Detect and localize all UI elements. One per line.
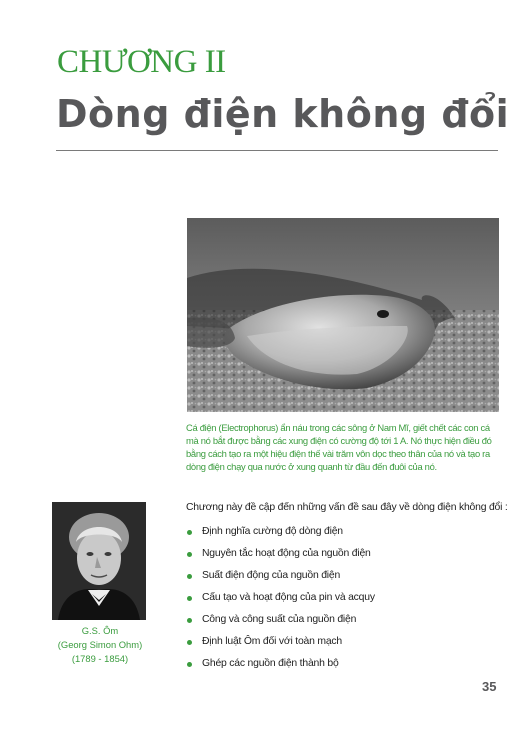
ohm-portrait-caption [40,624,160,666]
topic-text: Ghép các nguồn điện thành bộ [202,658,339,669]
page-number: 35 [482,679,497,694]
list-item [186,565,375,587]
list-item [186,609,375,631]
chapter-label: CHƯƠNG II [57,44,226,80]
list-item [186,521,375,543]
eel-caption: Cá điện (Electrophorus) ẩn náu trong các sông ở Nam Mĩ, giết chết các con cá mà nó bắt được bằng các xung điện có cường độ tới 1 A. Nó thực hiện điều đó bằng cách tạo ra một hiệu điện thế vài trăm vôn dọc theo thân của nó và tạo ra dòng điện chạy qua nước ở xung quanh từ đầu đến đuôi của nó. [186,422,492,472]
list-item [186,543,375,565]
bullet-icon [187,552,192,557]
topic-text: Nguyên tắc hoạt động của nguồn điện [202,548,371,559]
bullet-icon [187,530,192,535]
electric-eel-photo [187,218,499,412]
topic-text: Suất điện động của nguồn điện [202,570,341,581]
list-item [186,631,375,653]
chapter-title: Dòng điện không đổi [56,92,510,136]
ohm-name: G.S. Ôm [81,625,119,636]
bullet-icon [187,596,192,601]
topic-text: Định nghĩa cường độ dòng điện [202,526,343,537]
topic-text: Định luật Ôm đối với toàn mạch [202,636,342,647]
title-divider [56,150,498,151]
bullet-icon [187,662,192,667]
topic-text: Cấu tạo và hoạt động của pin và acquy [202,592,375,603]
list-item [186,587,375,609]
ohm-portrait [52,502,146,620]
ohm-full-name: (Georg Simon Ohm) [57,639,143,650]
ohm-years: (1789 - 1854) [71,653,129,664]
bullet-icon [187,640,192,645]
bullet-icon [187,574,192,579]
chapter-intro: Chương này đề cập đến những vấn đề sau đây về dòng điện không đổi : [186,502,508,513]
bullet-icon [187,618,192,623]
topic-text: Công và công suất của nguồn điện [202,614,357,625]
list-item [186,653,375,675]
topic-list [186,521,375,675]
